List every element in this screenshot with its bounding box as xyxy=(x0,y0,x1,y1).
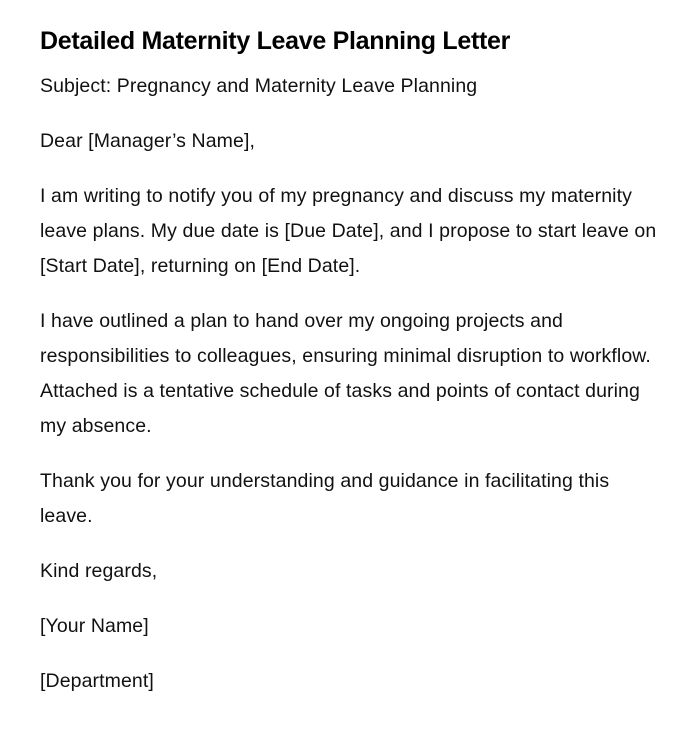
letter-closing: Kind regards, xyxy=(40,560,158,582)
letter-title: Detailed Maternity Leave Planning Letter xyxy=(40,27,511,55)
signature-name: [Your Name] xyxy=(40,615,149,637)
letter-body-paragraph-1: I am writing to notify you of my pregnancy and discuss my maternity leave plans. My due date is [Due Date], and I propose to start leave on [Start Date], returning on [End Date]. xyxy=(40,185,657,277)
letter-body-paragraph-3: Thank you for your understanding and guidance in facilitating this leave. xyxy=(40,470,610,527)
letter-subject: Subject: Pregnancy and Maternity Leave Planning xyxy=(40,75,478,97)
letter-body-paragraph-2: I have outlined a plan to hand over my ongoing projects and responsibilities to colleagues, ensuring minimal disruption to workflow. Attached is a tentative schedule of tasks and points of contact during my absence. xyxy=(40,310,651,437)
letter-salutation: Dear [Manager’s Name], xyxy=(40,130,255,152)
signature-department: [Department] xyxy=(40,670,154,692)
